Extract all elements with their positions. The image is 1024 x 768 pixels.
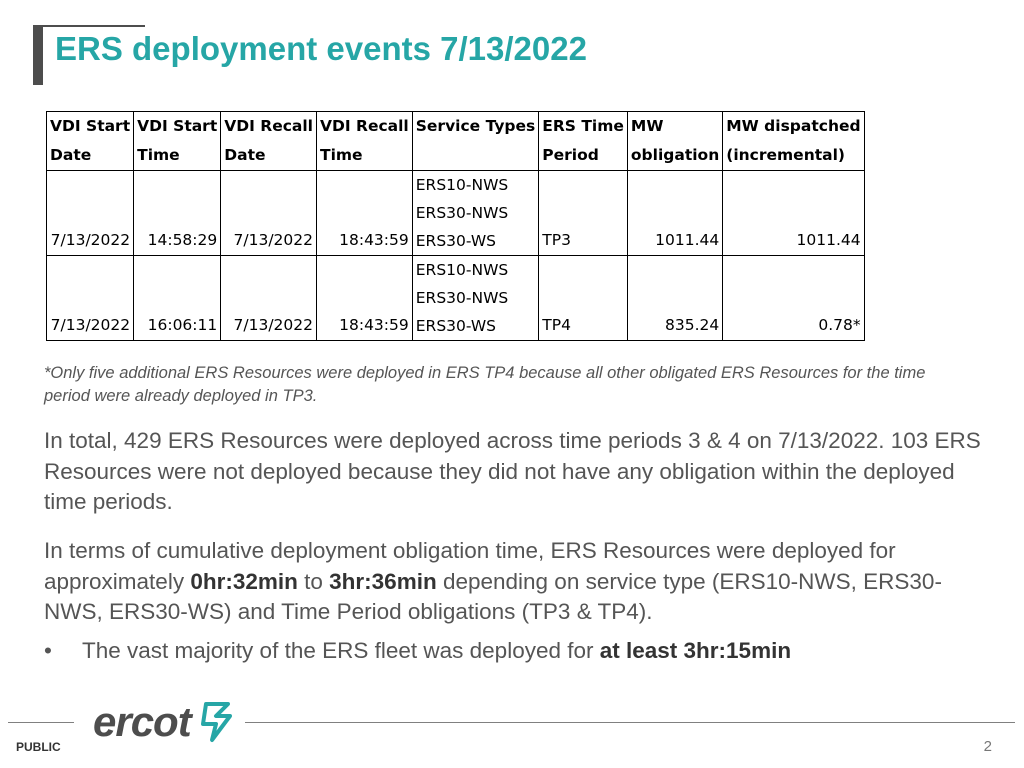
cell-recall-time: 18:43:59 bbox=[317, 256, 413, 341]
bullet-marker: • bbox=[44, 638, 52, 663]
header-vdi-recall-date: VDI Recall Date bbox=[221, 112, 317, 171]
deployment-time-paragraph: In terms of cumulative deployment obligation time, ERS Resources were deployed for approximately 0hr:32min to 3hr:36min depending on service type (ERS10-NWS, ERS30-NWS, ERS30-WS) and Time Period obligations (TP3 & TP4). bbox=[44, 538, 942, 624]
cell-recall-date: 7/13/2022 bbox=[221, 171, 317, 256]
cell-time-period: TP4 bbox=[539, 256, 628, 341]
table-header-row bbox=[47, 112, 865, 171]
bullet-emphasis: at least 3hr:15min bbox=[599, 638, 792, 663]
cell-mw-obligation: 835.24 bbox=[627, 256, 722, 341]
table-footnote: *Only five additional ERS Resources were deployed in ERS TP4 because all other obligated ERS Resources for the time period were already deployed in TP3. bbox=[44, 364, 926, 405]
public-label: PUBLIC bbox=[16, 740, 61, 754]
header-vdi-recall-time: VDI Recall Time bbox=[317, 112, 413, 171]
ercot-logo bbox=[93, 700, 234, 744]
title-accent-bar bbox=[33, 25, 43, 85]
title-accent-line bbox=[33, 25, 145, 27]
footer-divider-right bbox=[245, 722, 1015, 723]
footer-divider-left bbox=[8, 722, 74, 723]
cell-start-date: 7/13/2022 bbox=[47, 256, 134, 341]
header-vdi-start-date: VDI Start Date bbox=[47, 112, 134, 171]
header-service-types: Service Types bbox=[412, 112, 539, 171]
cell-service-types: ERS10-NWS ERS30-NWS ERS30-WS bbox=[412, 171, 539, 256]
page-number: 2 bbox=[983, 738, 992, 755]
cell-start-time: 14:58:29 bbox=[134, 171, 221, 256]
cell-service-types: ERS10-NWS ERS30-NWS ERS30-WS bbox=[412, 256, 539, 341]
summary-paragraph: In total, 429 ERS Resources were deployed across time periods 3 & 4 on 7/13/2022. 103 ERS Resources were not deployed because they did not have any obligation within the deployed time periods. bbox=[44, 428, 981, 514]
cell-mw-dispatched: 1011.44 bbox=[723, 171, 864, 256]
header-ers-time-period: ERS Time Period bbox=[539, 112, 628, 171]
cell-mw-obligation: 1011.44 bbox=[627, 171, 722, 256]
ercot-bolt-icon bbox=[194, 701, 234, 743]
cell-recall-time: 18:43:59 bbox=[317, 171, 413, 256]
cell-start-time: 16:06:11 bbox=[134, 256, 221, 341]
page-title: ERS deployment events 7/13/2022 bbox=[55, 30, 587, 67]
header-vdi-start-time: VDI Start Time bbox=[134, 112, 221, 171]
table-row bbox=[47, 171, 865, 256]
ercot-wordmark: ercot bbox=[93, 698, 191, 745]
cell-mw-dispatched: 0.78* bbox=[723, 256, 864, 341]
cell-recall-date: 7/13/2022 bbox=[221, 256, 317, 341]
table-row bbox=[47, 256, 865, 341]
header-mw-obligation: MW obligation bbox=[627, 112, 722, 171]
cell-time-period: TP3 bbox=[539, 171, 628, 256]
header-mw-dispatched: MW dispatched (incremental) bbox=[723, 112, 864, 171]
cell-start-date: 7/13/2022 bbox=[47, 171, 134, 256]
max-duration: 3hr:36min bbox=[329, 568, 437, 594]
bullet-item: • The vast majority of the ERS fleet was deployed for at least 3hr:15min bbox=[44, 636, 994, 667]
min-duration: 0hr:32min bbox=[190, 568, 298, 594]
ers-deployment-table bbox=[46, 111, 865, 341]
